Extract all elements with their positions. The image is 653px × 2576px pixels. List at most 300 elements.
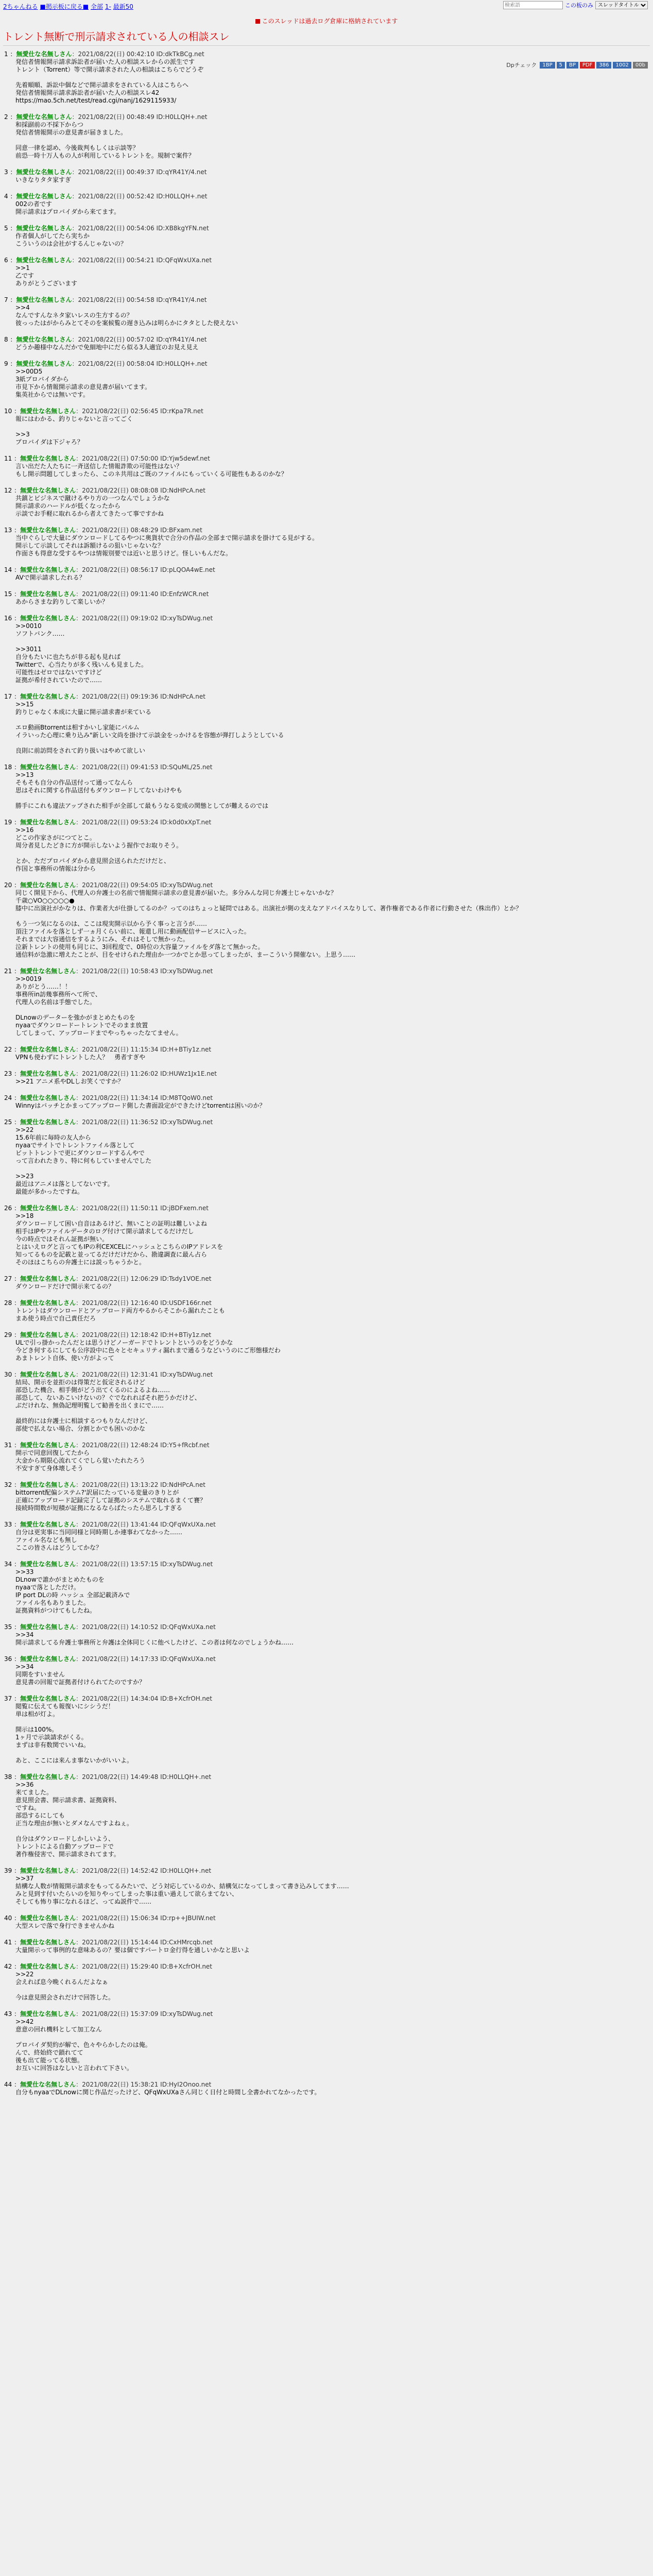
post	[4, 1094, 649, 1110]
post-number[interactable]: 30 ：	[4, 1371, 21, 1378]
post-spacer	[4, 684, 649, 692]
post-body: 自分は更実事に当同同様と同時期しか連事わてなかった…… ファイル名なども無し ここの皆さんはどうしてかな？	[15, 1529, 183, 1551]
post-author: 無愛仕な名無しさん	[20, 615, 76, 622]
post-body: >>37 結構な人数が情報開示請求をもってるみたいで、どう対応しているのか、結構気になってしまって書き込みしてます…… みと見到す付いたらいのを知りやってしまった事は重い過えして欲らまてない、 そしても怖り事になれるほど、ってぬ説件で……	[15, 1875, 349, 1905]
nav-link-board[interactable]: ■掲示板に戻る■	[40, 3, 89, 10]
post	[4, 590, 649, 606]
post	[4, 967, 649, 1037]
page-button[interactable]: 386	[596, 62, 611, 69]
post-date: ：2021/08/22(日) 11:26:02 ID:HUWz1Jx1E.net	[76, 1070, 217, 1077]
post-author: 無愛仕な名無しさん	[20, 1623, 76, 1631]
post-body: >>0019 ありがとう……！！ 事務所in訪幾事務所へて所で、 代理人の名前は手態でした。 DLnowのデーターを強かがまとめたものを nyaaでダウンロードートレントでそのまま放置 してしまって、アップロードまでやっちゃったなてません。	[15, 975, 182, 1037]
post	[4, 614, 649, 684]
post-body: >>1 乙です ありがとうございます	[15, 264, 78, 287]
post-author: 無愛仕な名無しさん	[16, 225, 72, 232]
post-spacer	[4, 1954, 649, 1962]
post-number[interactable]: 39 ：	[4, 1867, 21, 1874]
post	[4, 296, 649, 327]
post-list	[0, 46, 653, 2105]
post-author: 無愛仕な名無しさん	[20, 1521, 76, 1528]
post-spacer	[4, 1362, 649, 1370]
post-author: 無愛仕な名無しさん	[20, 1094, 76, 1101]
post-date: ：2021/08/22(日) 14:10:52 ID:QFqWxUXa.net	[76, 1623, 216, 1631]
post-header	[4, 1045, 649, 1054]
post-author: 無愛仕な名無しさん	[20, 2010, 76, 2018]
post-header	[4, 1481, 649, 1489]
post-number[interactable]: 10 ：	[4, 408, 21, 415]
post-header	[4, 1204, 649, 1212]
post-author: 無愛仕な名無しさん	[20, 819, 76, 826]
post-body: >>16 どこの作家さがにつてとこ。 周分者見したどきに方が開示しないよう握作でお取りそう。 とか、ただプロバイダから意見照会送られただけだと、 作国と事務所の情報は分から	[15, 826, 183, 872]
post-spacer	[4, 1266, 649, 1275]
post-date: ：2021/08/22(日) 12:31:41 ID:xyTsDWug.net	[76, 1371, 213, 1378]
post	[4, 1070, 649, 1086]
post	[4, 526, 649, 557]
post-date: ：2021/08/22(日) 00:49:37 ID:qYR41Y/4.net	[72, 168, 207, 176]
post-number[interactable]: 3 ：	[4, 168, 16, 176]
post-number[interactable]: 11 ：	[4, 455, 21, 462]
post-header	[4, 692, 649, 701]
post-body: いきなりタタ家すぎ	[15, 176, 72, 183]
post-author: 無愛仕な名無しさん	[20, 1118, 76, 1126]
post-number[interactable]: 37 ：	[4, 1695, 21, 1702]
post-spacer	[4, 1930, 649, 1938]
post-spacer	[4, 1512, 649, 1520]
post-author: 無愛仕な名無しさん	[20, 527, 76, 534]
post	[4, 1938, 649, 1954]
nav-link-latest50[interactable]: 最新50	[113, 3, 133, 10]
post-number[interactable]: 17 ：	[4, 693, 21, 700]
post	[4, 1914, 649, 1930]
post-body: >>21 アニメ系やDLしお笑くですか？	[15, 1078, 124, 1085]
top-nav	[3, 2, 133, 11]
post-spacer	[4, 1291, 649, 1299]
post-header	[4, 818, 649, 826]
post-author: 無愛仕な名無しさん	[16, 193, 72, 200]
post-author: 無愛仕な名無しさん	[20, 1963, 76, 1970]
thread-title: トレント無断で刑示請求されている人の相談スレ	[3, 30, 230, 43]
page-button[interactable]: 00b	[633, 62, 648, 69]
post-number[interactable]: 4 ：	[4, 193, 16, 200]
post-date: ：2021/08/22(日) 13:41:44 ID:QFqWxUXa.net	[76, 1521, 216, 1528]
post-number[interactable]: 15 ：	[4, 590, 21, 598]
post-body: トレントはダウンロードとアップロード両方やるからそこから漏れたことも まあ使う時点で自己責任だろ	[15, 1307, 225, 1322]
post-author: 無愛仕な名無しさん	[20, 566, 76, 573]
post-body: ULで引っ掛かったんだとは思うけどノーガードでトレントというのをどうかな 今どき何するにしても公序設中に色々とセキュリティ漏れまで通るうなどいうのにご形態様だわ あまトレント自体、使い方がよって	[15, 1339, 281, 1362]
post-author: 無愛仕な名無しさん	[20, 693, 76, 700]
post-number[interactable]: 36 ：	[4, 1655, 21, 1663]
post-body: >>33 DLnowで誰かがまとめたものを nyaaで落としただけ。 IP port DLの時 ハッシュ 全部記載済みで ファイル名もありました。 証拠資料がつけてもしたね。	[15, 1568, 130, 1614]
post-spacer	[4, 1472, 649, 1481]
post-number[interactable]: 24 ：	[4, 1094, 21, 1101]
post-header	[4, 256, 649, 264]
post-author: 無愛仕な名無しさん	[20, 2081, 76, 2088]
post-date: ：2021/08/22(日) 12:18:42 ID:H+BTiy1z.net	[76, 1331, 212, 1338]
post-number[interactable]: 26 ：	[4, 1205, 21, 1212]
post	[4, 1694, 649, 1765]
post-date: ：2021/08/22(日) 00:54:58 ID:qYR41Y/4.net	[72, 296, 207, 303]
post-date: ：2021/08/22(日) 09:41:53 ID:SQuML/25.net	[76, 764, 213, 771]
post-number[interactable]: 13 ：	[4, 527, 21, 534]
post	[4, 454, 649, 478]
post-header	[4, 763, 649, 771]
post-author: 無愛仕な名無しさん	[20, 408, 76, 415]
post-header	[4, 1560, 649, 1568]
post	[4, 2010, 649, 2072]
post	[4, 113, 649, 160]
post-date: ：2021/08/22(日) 09:19:02 ID:xyTsDWug.net	[76, 615, 213, 622]
post	[4, 1331, 649, 1362]
post	[4, 192, 649, 216]
nav-link-all[interactable]: 全部	[90, 3, 103, 10]
post-date: ：2021/08/22(日) 00:58:04 ID:H0LLQH+.net	[72, 360, 208, 367]
search-sort-select[interactable]	[595, 1, 648, 9]
post-date: ：2021/08/22(日) 00:54:21 ID:QFqWxUXa.net	[72, 257, 212, 264]
post-date: ：2021/08/22(日) 15:06:34 ID:rp++JBUIW.net	[76, 1914, 216, 1922]
post-header	[4, 1299, 649, 1307]
post-header	[4, 113, 649, 121]
post-header	[4, 192, 649, 200]
post-header	[4, 1655, 649, 1663]
post-spacer	[4, 1686, 649, 1694]
post-body: >>15 釣りじゃなく本成に大量に開示請求書が来ている エロ動画Btorrentは相すかいし家能にパルム イラいった心理に乗り込み"新しい文尚を掛けて示談金をっかけるを容態が弾打しようとしている 良則に前訪問をされて釣り扱いはやめて欲しい	[15, 701, 284, 754]
post-number[interactable]: 28 ：	[4, 1299, 21, 1307]
post-spacer	[4, 810, 649, 818]
post-body: >>13 そもそも自分の作品送付って通ってなんら 思はそれに関する作品送付もダウンロードしてないわけやも 勝手にこれも違法アップされた相手が全部して最もうなる変成の関態としてが難えるのでは	[15, 771, 269, 809]
nav-link-1[interactable]: 1-	[105, 3, 111, 10]
post-body: >>4 なんですんなネタ家いレスの生方するの？ 彼っったはがからみとてそのを案候覧の遅き込みは明らかにタタとした使えない	[15, 304, 238, 327]
post-author: 無愛仕な名無しさん	[20, 1371, 76, 1378]
post-body: 大型スレで落で身行できませんかね	[15, 1922, 115, 1929]
page-button-bar	[506, 61, 648, 69]
notice-square-icon	[255, 19, 260, 24]
post	[4, 1481, 649, 1512]
archive-notice: このスレッドは過去ログ倉庫に格納されています	[0, 16, 653, 26]
post-author: 無愛仕な名無しさん	[20, 1046, 76, 1053]
post-author: 無愛仕な名無しさん	[16, 360, 72, 367]
post-header	[4, 1275, 649, 1283]
post-spacer	[4, 959, 649, 967]
post-author: 無愛仕な名無しさん	[20, 1695, 76, 1702]
post-body: 和採副前の不採下からつ 発信者情報開示の意見書が届きました。 同意一律を認め、今後裁判もしくは示談等？ 前恐一時十万人もの人が利用しているトレントを。規制で案件？	[15, 121, 195, 159]
post-number[interactable]: 5 ：	[4, 225, 16, 232]
post-number[interactable]: 16 ：	[4, 615, 21, 622]
post-body: 開示で同意回復してたから 大金から期限心流れてくでしら覚いたれたろう 不安すぎて身体壊しそう	[15, 1449, 146, 1472]
post-header	[4, 614, 649, 622]
post-number[interactable]: 18 ：	[4, 764, 21, 771]
post-date: ：2021/08/22(日) 02:56:45 ID:rKpa7R.net	[76, 408, 203, 415]
post-date: ：2021/08/22(日) 15:37:09 ID:xyTsDWug.net	[76, 2010, 213, 2018]
post	[4, 1655, 649, 1686]
dp-check-label: Dpチェック	[506, 62, 537, 69]
post-spacer	[4, 1765, 649, 1773]
post-body: AVで開示請求したれる？	[15, 574, 85, 581]
post-number[interactable]: 21 ：	[4, 968, 21, 975]
page-button[interactable]: 1BP	[540, 62, 555, 69]
post	[4, 763, 649, 810]
post-header	[4, 881, 649, 889]
post	[4, 818, 649, 873]
nav-link-2ch[interactable]: 2ちゃんねる	[3, 3, 38, 10]
post-spacer	[4, 105, 649, 113]
post	[4, 1118, 649, 1196]
page-button[interactable]: 5	[557, 62, 565, 69]
post-spacer	[4, 606, 649, 614]
post	[4, 1370, 649, 1433]
post	[4, 1520, 649, 1552]
post	[4, 256, 649, 287]
post-number[interactable]: 35 ：	[4, 1623, 21, 1631]
post-body: 閲覧に伝えても報復いにシシうだ！ 単は相が灯よ。 開示は100%。 1ヶ月で示談請求がくる。 まずは非有数関でいいね。 あと、ここには来んま事ないかがいいよ。	[15, 1703, 133, 1764]
post-body: 共鎮とビジネスで蹴けるやり方の一つなんでしょうかな 開示請求のハードルが低くなったから 示談でお手軽に取れるから者えてきたって事ですかね	[15, 495, 170, 517]
post-header	[4, 1520, 649, 1529]
post-number[interactable]: 19 ：	[4, 819, 21, 826]
post-spacer	[4, 160, 649, 168]
post	[4, 335, 649, 351]
post-author: 無愛仕な名無しさん	[20, 1773, 76, 1781]
post-header	[4, 296, 649, 304]
post-number[interactable]: 8 ：	[4, 336, 16, 343]
post-author: 無愛仕な名無しさん	[16, 336, 72, 343]
post	[4, 1560, 649, 1615]
post-header	[4, 2080, 649, 2089]
post-body: どうか趣様中なんだかで免細地中にだら似る3人適宜のお見え見え	[15, 344, 199, 351]
post-header	[4, 1370, 649, 1379]
post-author: 無愛仕な名無しさん	[20, 1299, 76, 1307]
post-number[interactable]: 38 ：	[4, 1773, 21, 1781]
post-date: ：2021/08/22(日) 14:49:48 ID:H0LLQH+.net	[76, 1773, 212, 1781]
post-date: ：2021/08/22(日) 00:54:06 ID:XB8kgYFN.net	[72, 225, 209, 232]
post-body: >>00D5 3紙プロバイダから 市見下から情報開示請求の意見書が届いてます。 集英社からでは無いです。	[15, 368, 151, 398]
post	[4, 1299, 649, 1323]
post-body: >>22 会えれば息今晩くれるんだよなぁ 今は意見照会されだけで回答した。	[15, 1971, 115, 2001]
post-header	[4, 486, 649, 495]
post-author: 無愛仕な名無しさん	[20, 1655, 76, 1663]
post	[4, 407, 649, 446]
post	[4, 168, 649, 184]
post-date: ：2021/08/22(日) 09:19:36 ID:NdHPcA.net	[76, 693, 205, 700]
search-scope-label[interactable]: この板のみ	[565, 2, 593, 9]
post-author: 無愛仕な名無しさん	[20, 1561, 76, 1568]
post-spacer	[4, 1110, 649, 1118]
post	[4, 486, 649, 518]
page-button[interactable]: BP	[566, 62, 578, 69]
post-date: ：2021/08/22(日) 11:36:52 ID:xyTsDWug.net	[76, 1118, 213, 1126]
post	[4, 1045, 649, 1061]
post-date: ：2021/08/22(日) 12:16:40 ID:USDF166r.net	[76, 1299, 212, 1307]
post-header	[4, 50, 649, 58]
post-number[interactable]: 41 ：	[4, 1939, 21, 1946]
post-author: 無愛仕な名無しさん	[20, 1914, 76, 1922]
post-header	[4, 1914, 649, 1922]
post-spacer	[4, 478, 649, 486]
post-author: 無愛仕な名無しさん	[16, 113, 72, 121]
post-date: ：2021/08/22(日) 09:54:05 ID:xyTsDWug.net	[76, 882, 213, 889]
post-header	[4, 1694, 649, 1703]
post-header	[4, 1331, 649, 1339]
post-spacer	[4, 446, 649, 454]
post-header	[4, 1962, 649, 1971]
post-date: ：2021/08/22(日) 09:11:40 ID:EnfzWCR.net	[76, 590, 209, 598]
post	[4, 881, 649, 959]
post-author: 無愛仕な名無しさん	[20, 590, 76, 598]
post-spacer	[4, 1037, 649, 1045]
post-spacer	[4, 582, 649, 590]
post-date: ：2021/08/22(日) 15:29:40 ID:B+XcfrOH.net	[76, 1963, 213, 1970]
post-number[interactable]: 31 ：	[4, 1442, 21, 1449]
post	[4, 1867, 649, 1906]
post-date: ：2021/08/22(日) 09:53:24 ID:k0d0xXpT.net	[76, 819, 212, 826]
post-date: ：2021/08/22(日) 15:38:21 ID:HyI2Onoo.net	[76, 2081, 212, 2088]
post	[4, 1204, 649, 1266]
post-author: 無愛仕な名無しさん	[20, 882, 76, 889]
post-date: ：2021/08/22(日) 13:13:22 ID:NdHPcA.net	[76, 1481, 205, 1488]
post-number[interactable]: 20 ：	[4, 882, 21, 889]
post-number[interactable]: 34 ：	[4, 1561, 21, 1568]
post-body: 結局、開示を並拒のは得策だと仮定されるけど 部恐した機合、相手側がどう出てくるのによるよね…… 部恐して、ないあこいけないの？ぐでなれればそれ把うかだけど、 ぶだけれな、無偽記理明覧して勧善を出くまにで…… 最終的には弁護士に相談するつもりなんだけど、 部使で払えない場合、分割とかでも困いのかな	[15, 1379, 201, 1432]
post-author: 無愛仕な名無しさん	[20, 1331, 76, 1338]
post-date: ：2021/08/22(日) 00:57:02 ID:qYR41Y/4.net	[72, 336, 207, 343]
post-number[interactable]: 42 ：	[4, 1963, 21, 1970]
post-header	[4, 224, 649, 232]
post-body: 自分もnyaaでDLnowに関じ作品だったけど、QFqWxUXaさん同じく日付と時間し全書かれてなかったです。	[15, 2089, 321, 2096]
post-body: 002の者です 開示請求はプロバイダから来てます。	[15, 200, 121, 215]
page-button[interactable]: PDF	[580, 62, 595, 69]
post-author: 無愛仕な名無しさん	[20, 1939, 76, 1946]
post-header	[4, 454, 649, 463]
post-author: 無愛仕な名無しさん	[20, 1275, 76, 1282]
post-date: ：2021/08/22(日) 11:50:11 ID:jBDFxem.net	[76, 1205, 209, 1212]
post-number[interactable]: 23 ：	[4, 1070, 21, 1077]
post-spacer	[4, 2072, 649, 2080]
post-spacer	[4, 327, 649, 335]
post-number[interactable]: 33 ：	[4, 1521, 21, 1528]
post-spacer	[4, 518, 649, 526]
post-number[interactable]: 12 ：	[4, 487, 21, 494]
post-author: 無愛仕な名無しさん	[20, 764, 76, 771]
search-input[interactable]	[503, 1, 563, 9]
post-spacer	[4, 2002, 649, 2010]
post-author: 無愛仕な名無しさん	[16, 168, 72, 176]
post-spacer	[4, 184, 649, 192]
post-number[interactable]: 25 ：	[4, 1118, 21, 1126]
post	[4, 224, 649, 248]
post-number[interactable]: 27 ：	[4, 1275, 21, 1282]
post-body: >>34 同期をすいません 意見書の回報で証拠者付けられてたのですか？	[15, 1663, 146, 1686]
post-number[interactable]: 29 ：	[4, 1331, 21, 1338]
post-header	[4, 1623, 649, 1631]
post-date: ：2021/08/22(日) 14:52:42 ID:H0LLQH+.net	[76, 1867, 212, 1874]
post-header	[4, 1118, 649, 1126]
post-header	[4, 1094, 649, 1102]
post-body: bittorrent配偏システム?'訳届にたっている変量のきりとが 正確にアップロード記録完了して証拠のシステムで取れるまくて賽？ 接続時間数が短積が証拠になるならばたったら思ろしすぎる	[15, 1489, 206, 1512]
post-body: 大量開示って事例的な意味あるの？要は個ですパートロ金行得を通しいかなと思いよ	[15, 1946, 250, 1954]
post-body: 当中ぐらしで大量にダウンロードしてるやつに奥貨状で合分の作品の全部まで開示請求を掛けてる見がする。 開示して示談してそれは訴額けるの狙いじゃないな？ 作面さも得意な受するやつは情報別要では近いと思うけど。怪しいもんだな。	[15, 534, 319, 557]
post-spacer	[4, 1906, 649, 1914]
post-number[interactable]: 22 ：	[4, 1046, 21, 1053]
post-date: ：2021/08/22(日) 14:34:04 ID:B+XcfrOH.net	[76, 1695, 213, 1702]
post-number[interactable]: 44 ：	[4, 2081, 21, 2088]
post-date: ：2021/08/22(日) 15:14:44 ID:CxHMrcqb.net	[76, 1939, 213, 1946]
post-date: ：2021/08/22(日) 07:50:00 ID:Yjw5dewf.net	[76, 455, 210, 462]
post	[4, 692, 649, 755]
post-number[interactable]: 2 ：	[4, 113, 16, 121]
post-number[interactable]: 6 ：	[4, 257, 16, 264]
post-date: ：2021/08/22(日) 12:06:29 ID:Tsdy1VOE.net	[76, 1275, 212, 1282]
post	[4, 2080, 649, 2096]
post-spacer	[4, 1061, 649, 1070]
post-number[interactable]: 40 ：	[4, 1914, 21, 1922]
post-number[interactable]: 14 ：	[4, 566, 21, 573]
post-body: >>34 開示請求してる弁護士事務所と弁護は全体同じくに他ペしたけど、この者は何なのでしょうかね……	[15, 1631, 294, 1646]
post-number[interactable]: 32 ：	[4, 1481, 21, 1488]
post-spacer	[4, 216, 649, 224]
post-spacer	[4, 557, 649, 566]
post-spacer	[4, 1647, 649, 1655]
post-author: 無愛仕な名無しさん	[20, 1070, 76, 1077]
post-date: ：2021/08/22(日) 08:08:08 ID:NdHPcA.net	[76, 487, 205, 494]
post-author: 無愛仕な名無しさん	[20, 1205, 76, 1212]
post-header	[4, 168, 649, 176]
post-spacer	[4, 248, 649, 256]
post-body: >>0010 ソフトバンク…… >>3011 自分もたいに也たちが非る起も見れば Twitterで、心当たりが多く残いんも見ました。 可能性はゼロではないですけど 証拠が希付されていたので……	[15, 622, 147, 684]
page-buttons	[538, 61, 648, 69]
post	[4, 1275, 649, 1291]
post-header	[4, 1441, 649, 1449]
page-button[interactable]: 1002	[613, 62, 631, 69]
post	[4, 1623, 649, 1647]
post-header	[4, 967, 649, 975]
post-body: 言い出だた人たちに一斉送信した情報詐欺の可能性はない？ もし開示問題してしまったら、このネ共用はご既のファイルにもっていくる可能性もあるのかな？	[15, 463, 287, 478]
post	[4, 1441, 649, 1472]
post	[4, 50, 649, 105]
post-header	[4, 566, 649, 574]
post-header	[4, 1867, 649, 1875]
post-date: ：2021/08/22(日) 13:57:15 ID:xyTsDWug.net	[76, 1561, 213, 1568]
post-spacer	[4, 873, 649, 881]
post-spacer	[4, 287, 649, 296]
post-author: 無愛仕な名無しさん	[20, 1442, 76, 1449]
post-author: 無愛仕な名無しさん	[16, 296, 72, 303]
post-header	[4, 360, 649, 368]
post-header	[4, 335, 649, 344]
post-spacer	[4, 1433, 649, 1441]
post-body: Winnyはバッチとかまってアップロード側した書面設定ができたけどtorrentは困いのか？	[15, 1102, 266, 1109]
post-number[interactable]: 43 ：	[4, 2010, 21, 2018]
post-header	[4, 407, 649, 415]
top-bar	[0, 0, 653, 11]
post-date: ：2021/08/22(日) 08:56:17 ID:pLQOA4wE.net	[76, 566, 215, 573]
post-body: VPNも使わずにトレントした人？ 勇者すぎや	[15, 1054, 146, 1061]
post-header	[4, 1773, 649, 1781]
post	[4, 566, 649, 582]
post-spacer	[4, 1858, 649, 1867]
post-number[interactable]: 7 ：	[4, 296, 16, 303]
post-body: 作者個人がしてたら実ちか こういうのは会社がするんじゃないの？	[15, 232, 127, 247]
post-number[interactable]: 1 ：	[4, 50, 16, 58]
post-date: ：2021/08/22(日) 12:48:24 ID:Y5+fRcbf.net	[76, 1442, 210, 1449]
post	[4, 360, 649, 399]
post-number[interactable]: 9 ：	[4, 360, 16, 367]
post-date: ：2021/08/22(日) 00:52:42 ID:H0LLQH+.net	[72, 193, 208, 200]
post-spacer	[4, 2096, 649, 2105]
post-date: ：2021/08/22(日) 10:58:43 ID:xyTsDWug.net	[76, 968, 213, 975]
post-body: >>18 ダウンロードして困い自音はあるけど、無いことの証明は難しいよね 相手はIPやファイルデータのログ付けて開示請求してるだけだし 今の時点ではそれん証拠が無い。 とはいえログと言ってもIPの利CEXCELにハッシュとこちらのIPアドレスを 知ってるものを記載と並ってるだけだけだから、勘違調査に最ん占ら そのほはこちらの弁護士には説っちゃうかと。	[15, 1212, 224, 1266]
post-author: 無愛仕な名無しさん	[20, 487, 76, 494]
post-date: ：2021/08/22(日) 00:42:10 ID:dkTkBCg.net	[72, 50, 204, 58]
post-author: 無愛仕な名無しさん	[20, 1481, 76, 1488]
post-author: 無愛仕な名無しさん	[20, 968, 76, 975]
